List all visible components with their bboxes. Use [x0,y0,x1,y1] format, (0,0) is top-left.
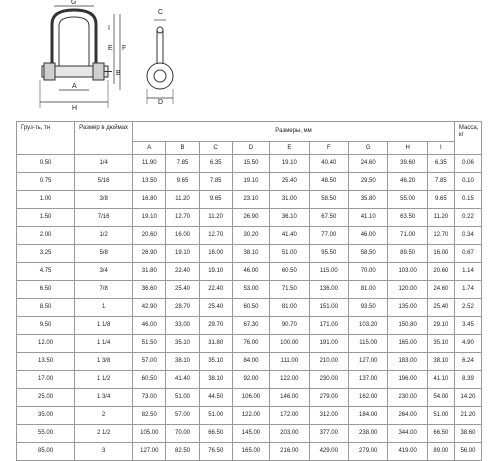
table-cell: 41.10 [348,209,387,227]
table-cell: 7.85 [166,155,199,173]
header-dim-A: A [133,142,166,155]
table-cell: 122.00 [232,407,269,425]
table-cell: 57.00 [166,407,199,425]
table-cell: 29.70 [199,317,232,335]
table-cell: 230.00 [309,371,348,389]
table-cell: 216.00 [270,443,309,461]
table-cell: 60.50 [270,263,309,281]
header-dim-D: D [232,142,269,155]
table-cell: 41.40 [270,227,309,245]
table-cell: 150.80 [388,317,427,335]
header-dim-H: H [388,142,427,155]
table-cell: 84.00 [232,353,269,371]
table-cell: 11.20 [166,191,199,209]
table-cell: 264.00 [388,407,427,425]
table-cell: 90.70 [270,317,309,335]
table-cell: 38.60 [454,425,481,443]
table-cell: 13.50 [133,173,166,191]
label-F: F [122,45,127,52]
table-cell: 103.00 [388,263,427,281]
table-cell: 203.00 [270,425,309,443]
table-cell: 6.35 [427,155,454,173]
table-cell: 38.10 [427,353,454,371]
table-cell: 0.22 [454,209,481,227]
table-cell: 35.00 [17,407,75,425]
table-cell: 5/8 [75,245,133,263]
table-cell: 41.10 [427,371,454,389]
table-cell: 26.90 [232,209,269,227]
table-cell: 54.00 [427,389,454,407]
table-cell: 36.10 [270,209,309,227]
table-row [17,299,482,317]
table-cell: 29.10 [427,317,454,335]
table-cell: 4.90 [454,335,481,353]
table-cell: 1.14 [454,263,481,281]
table-cell: 1 [75,299,133,317]
table-cell: 210.00 [309,353,348,371]
table-cell: 120.00 [388,281,427,299]
table-cell: 42.90 [133,299,166,317]
table-cell: 48.50 [309,173,348,191]
table-cell: 103.20 [348,317,387,335]
header-mass: Масса, кг [454,122,481,155]
table-cell: 0.67 [454,245,481,263]
table-cell: 0.10 [454,173,481,191]
spec-table-body [17,155,482,461]
header-dim-F: F [309,142,348,155]
table-cell: 82.50 [133,407,166,425]
table-cell: 3/4 [75,263,133,281]
header-dims: Размеры, мм [133,122,455,142]
table-cell: 7/8 [75,281,133,299]
table-cell: 31.80 [133,263,166,281]
table-cell: 230.00 [388,389,427,407]
table-cell: 377.00 [309,425,348,443]
table-cell: 51.50 [133,335,166,353]
table-cell: 196.00 [388,371,427,389]
table-row [17,425,482,443]
table-cell: 105.00 [133,425,166,443]
table-cell: 183.00 [388,353,427,371]
table-cell: 6.35 [199,155,232,173]
table-cell: 2 [75,407,133,425]
table-cell: 312.00 [309,407,348,425]
table-cell: 95.50 [309,245,348,263]
table-cell: 58.50 [309,191,348,209]
table-cell: 66.50 [199,425,232,443]
table-cell: 35.80 [348,191,387,209]
table-cell: 0.06 [454,155,481,173]
table-cell: 137.00 [348,371,387,389]
label-A: A [72,83,77,90]
table-cell: 46.00 [232,263,269,281]
table-cell: 22.40 [166,263,199,281]
table-cell: 51.00 [270,245,309,263]
table-cell: 0.75 [17,173,75,191]
table-cell: 44.50 [199,389,232,407]
table-cell: 55.00 [17,425,75,443]
table-cell: 136.00 [309,281,348,299]
table-cell: 70.00 [166,425,199,443]
table-cell: 9.65 [427,191,454,209]
table-cell: 2 1/2 [75,425,133,443]
table-cell: 25.00 [17,389,75,407]
header-dim-E: E [270,142,309,155]
header-load: Груз-ть, тн [17,122,75,155]
table-row [17,407,482,425]
table-cell: 58.50 [348,245,387,263]
table-cell: 115.00 [309,263,348,281]
table-cell: 6.50 [17,281,75,299]
table-cell: 12.00 [17,335,75,353]
table-cell: 6.24 [454,353,481,371]
table-cell: 127.00 [348,353,387,371]
header-dim-B: B [166,142,199,155]
table-row [17,317,482,335]
table-row [17,371,482,389]
label-G: G [71,0,77,6]
table-cell: 41.40 [166,371,199,389]
table-cell: 344.00 [388,425,427,443]
table-cell: 24.60 [427,281,454,299]
table-row [17,263,482,281]
table-cell: 14.20 [454,389,481,407]
table-cell: 21.20 [454,407,481,425]
table-cell: 77.00 [309,227,348,245]
table-cell: 60.50 [133,371,166,389]
table-cell: 46.00 [348,227,387,245]
table-cell: 22.40 [199,281,232,299]
header-dim-I: I [427,142,454,155]
table-cell: 13.50 [17,353,75,371]
table-cell: 36.60 [133,281,166,299]
table-cell: 1.50 [17,209,75,227]
table-cell: 0.15 [454,191,481,209]
table-cell: 11.20 [199,209,232,227]
table-cell: 7.85 [199,173,232,191]
table-cell: 16.00 [427,245,454,263]
table-cell: 1 3/8 [75,353,133,371]
table-cell: 3.25 [17,245,75,263]
table-cell: 3/8 [75,191,133,209]
table-row [17,191,482,209]
table-cell: 16.00 [166,227,199,245]
table-cell: 38.10 [232,245,269,263]
table-cell: 89.50 [388,245,427,263]
shackle-technical-drawing [0,0,500,122]
table-cell: 122.00 [270,371,309,389]
shackle-front-view [147,63,173,89]
header-dim-G: G [348,142,387,155]
header-size: Размер в дюймах [75,122,133,155]
table-cell: 1/2 [75,227,133,245]
table-cell: 31.00 [270,191,309,209]
table-row [17,281,482,299]
table-cell: 100.00 [270,335,309,353]
label-D: D [158,99,164,106]
table-cell: 12.70 [199,227,232,245]
table-cell: 25.40 [166,281,199,299]
table-cell: 165.00 [232,443,269,461]
table-cell: 93.50 [348,299,387,317]
table-cell: 81.00 [348,281,387,299]
table-cell: 2.00 [17,227,75,245]
table-cell: 9.50 [17,317,75,335]
table-cell: 151.00 [309,299,348,317]
table-cell: 53.00 [232,281,269,299]
table-cell: 5/16 [75,173,133,191]
table-cell: 70.00 [348,263,387,281]
table-cell: 3 [75,443,133,461]
table-row [17,245,482,263]
table-cell: 51.00 [199,407,232,425]
table-cell: 1/4 [75,155,133,173]
table-cell: 67.50 [309,209,348,227]
table-cell: 8.50 [17,299,75,317]
table-cell: 73.00 [133,389,166,407]
table-cell: 28.70 [166,299,199,317]
table-cell: 19.10 [166,245,199,263]
table-cell: 60.50 [232,299,269,317]
table-cell: 30.20 [232,227,269,245]
table-cell: 71.50 [270,281,309,299]
table-cell: 56.00 [454,443,481,461]
table-cell: 17.00 [17,371,75,389]
table-row [17,335,482,353]
label-H: H [72,105,78,112]
table-cell: 39.60 [388,155,427,173]
table-cell: 115.00 [348,335,387,353]
table-row [17,353,482,371]
table-cell: 33.00 [166,317,199,335]
table-cell: 191.00 [309,335,348,353]
table-row [17,209,482,227]
table-cell: 127.00 [133,443,166,461]
table-cell: 66.50 [427,425,454,443]
table-row [17,173,482,191]
table-cell: 1 1/2 [75,371,133,389]
label-C: C [158,9,164,16]
table-row [17,389,482,407]
header-dim-C: C [199,142,232,155]
table-cell: 71.00 [388,227,427,245]
table-cell: 19.10 [133,209,166,227]
table-cell: 0.34 [454,227,481,245]
table-cell: 16.80 [133,191,166,209]
table-cell: 1 3/4 [75,389,133,407]
table-cell: 25.40 [427,299,454,317]
table-cell: 279.00 [348,443,387,461]
label-E: E [108,45,113,52]
table-cell: 35.10 [427,335,454,353]
table-row [17,443,482,461]
table-cell: 40.40 [309,155,348,173]
table-cell: 55.00 [388,191,427,209]
table-cell: 19.10 [232,173,269,191]
table-cell: 2.52 [454,299,481,317]
table-cell: 106.00 [232,389,269,407]
table-cell: 19.10 [199,263,232,281]
table-cell: 171.00 [309,317,348,335]
table-cell: 82.50 [166,443,199,461]
table-cell: 92.00 [232,371,269,389]
table-cell: 31.80 [199,335,232,353]
table-cell: 67.30 [232,317,269,335]
table-cell: 23.10 [232,191,269,209]
table-cell: 4.75 [17,263,75,281]
table-cell: 24.60 [348,155,387,173]
table-cell: 51.00 [427,407,454,425]
table-cell: 35.10 [199,353,232,371]
table-cell: 165.00 [388,335,427,353]
table-cell: 1 1/8 [75,317,133,335]
table-cell: 1.00 [17,191,75,209]
table-cell: 16.00 [199,245,232,263]
table-cell: 12.70 [427,227,454,245]
table-cell: 15.50 [232,155,269,173]
table-cell: 25.40 [270,173,309,191]
table-cell: 419.00 [388,443,427,461]
table-cell: 7/16 [75,209,133,227]
table-cell: 20.60 [427,263,454,281]
table-row [17,227,482,245]
table-cell: 11.20 [427,209,454,227]
table-cell: 57.00 [133,353,166,371]
table-cell: 1.74 [454,281,481,299]
table-cell: 12.70 [166,209,199,227]
table-cell: 29.50 [348,173,387,191]
table-cell: 9.65 [166,173,199,191]
table-cell: 76.50 [199,443,232,461]
table-cell: 76.00 [232,335,269,353]
table-cell: 63.50 [388,209,427,227]
table-cell: 8.39 [454,371,481,389]
table-cell: 146.00 [270,389,309,407]
table-cell: 46.00 [133,317,166,335]
table-cell: 162.00 [348,389,387,407]
table-cell: 0.50 [17,155,75,173]
table-cell: 429.00 [309,443,348,461]
table-cell: 38.10 [199,371,232,389]
label-I: I [108,25,110,32]
label-B: B [116,70,121,77]
table-cell: 172.00 [270,407,309,425]
table-cell: 20.60 [133,227,166,245]
table-cell: 19.10 [270,155,309,173]
table-cell: 35.10 [166,335,199,353]
table-cell: 46.20 [388,173,427,191]
table-cell: 7.85 [427,173,454,191]
table-cell: 135.00 [388,299,427,317]
table-cell: 3.45 [454,317,481,335]
table-cell: 25.40 [199,299,232,317]
table-cell: 184.00 [348,407,387,425]
table-cell: 1 1/4 [75,335,133,353]
table-cell: 111.00 [270,353,309,371]
table-cell: 238.00 [348,425,387,443]
table-cell: 145.00 [232,425,269,443]
table-row [17,155,482,173]
table-cell: 38.10 [166,353,199,371]
table-cell: 9.65 [199,191,232,209]
table-cell: 11.90 [133,155,166,173]
table-cell: 89.00 [427,443,454,461]
table-cell: 26.90 [133,245,166,263]
table-cell: 51.00 [166,389,199,407]
shackle-spec-table [16,121,482,461]
table-cell: 85.00 [17,443,75,461]
table-cell: 279.00 [309,389,348,407]
table-cell: 81.00 [270,299,309,317]
